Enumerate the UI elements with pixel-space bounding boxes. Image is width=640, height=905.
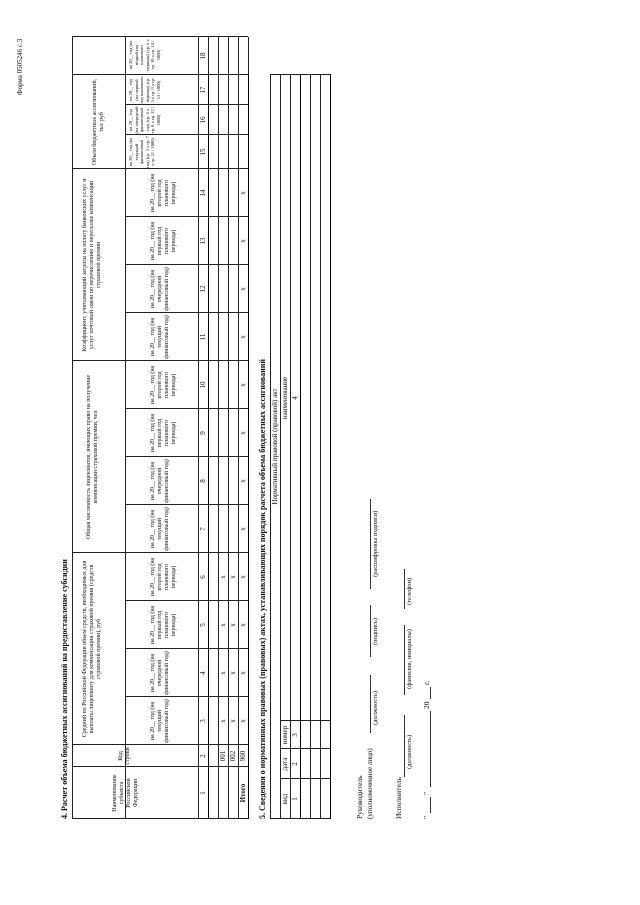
x-mark: x (239, 383, 247, 387)
colnum: 3 (199, 719, 207, 723)
colnum: 17 (199, 86, 207, 94)
colnum: 2 (291, 762, 299, 766)
act-header: Нормативный правовой (правовой) акт (271, 388, 279, 505)
total-label: Итого (239, 783, 247, 803)
x-mark: x (239, 575, 247, 579)
hdr-group1: Средний по Российской Федерации объем средств, необходимых для выплаты лицензиату для компенсации страховой премии (средств страховой премии), руб (82, 560, 102, 738)
exec-position-caption: (должность) (406, 734, 413, 769)
x-mark: x (219, 671, 227, 675)
section4-title: 4. Расчет объема бюджетных ассигнований на предоставление субсидии (60, 559, 69, 819)
hdr-c6: на 20__ год (на второй год планового периода) (150, 557, 177, 597)
x-mark: x (239, 239, 247, 243)
x-mark: x (239, 335, 247, 339)
x-mark: x (239, 479, 247, 483)
date-year: 20 (422, 701, 431, 709)
exec-name-caption: (фамилия, инициалы) (406, 629, 413, 689)
hdr-c3: на 20__ год (на текущий финансовый год) (150, 699, 170, 743)
x-mark: x (239, 191, 247, 195)
date-year-suffix: г. (422, 680, 431, 685)
x-mark: x (229, 575, 237, 579)
colnum: 5 (199, 623, 207, 627)
col-name: наименование (281, 376, 289, 420)
date-quote-close: " (422, 791, 431, 795)
x-mark: x (239, 527, 247, 531)
colnum: 8 (199, 479, 207, 483)
colnum: 16 (199, 116, 207, 124)
x-mark: x (239, 287, 247, 291)
col-date: дата (281, 757, 289, 771)
hdr-c8: на 20__ год (на очередной финансовый год) (150, 459, 170, 503)
col-number: номер (281, 725, 289, 745)
col-type: вид (281, 793, 289, 805)
colnum: 1 (199, 791, 207, 795)
executor-label: Исполнитель (394, 777, 403, 819)
hdr-c10: на 20__ год (на второй год планового периода) (150, 365, 177, 405)
row-code: 002 (229, 750, 237, 762)
hdr-group2: Общая численность лицензиатов, имеющих право на получение компенсации страховой премии, чел (86, 374, 99, 540)
x-mark: x (229, 623, 237, 627)
colnum: 13 (199, 237, 207, 245)
colnum: 2 (199, 754, 207, 758)
colnum: 4 (291, 396, 299, 400)
hdr-group3: Коэффициент, учитывающий затраты на оплату банковских услуг и услуг почтовой связи по перечислению и пересылке компенсации страховой премии (82, 178, 102, 352)
x-mark: x (239, 623, 247, 627)
colnum: 1 (291, 797, 299, 801)
row-code: 001 (219, 750, 227, 762)
head-label: Руководитель (355, 775, 364, 819)
colnum: 3 (291, 733, 299, 737)
position-caption: (должность) (372, 690, 379, 725)
hdr-c12: на 20__ год (на очередной финансовый год) (150, 267, 170, 311)
hdr-c9: на 20__ год (на первый год планового периода) (150, 413, 177, 453)
x-mark: x (219, 719, 227, 723)
head-sub-label: (уполномоченное лицо) (366, 748, 374, 819)
phone-caption: (телефон) (406, 577, 413, 605)
hdr-c5: на 20__ год (на первый год планового периода) (150, 605, 177, 645)
x-mark: x (239, 671, 247, 675)
x-mark: x (219, 623, 227, 627)
hdr-group4: Объем бюджетных ассигнований, тыс руб (92, 78, 105, 166)
x-mark: x (239, 719, 247, 723)
hdr-c11: на 20__ год (на текущий финансовый год) (150, 315, 170, 359)
colnum: 15 (199, 148, 207, 156)
colnum: 11 (199, 333, 207, 341)
colnum: 10 (199, 381, 207, 389)
x-mark: x (229, 719, 237, 723)
x-mark: x (229, 671, 237, 675)
hdr-c13: на 20__ год (на первый год планового периода) (150, 221, 177, 261)
colnum: 4 (199, 671, 207, 675)
x-mark: x (239, 431, 247, 435)
decode-caption: (расшифровка подписи) (372, 510, 379, 577)
hdr-c7: на 20__ год (на текущий финансовый год) (150, 507, 170, 551)
hdr-c17: на 20__ год (на первый год планового периода) (гр. 5 х гр. 9 х гр. 13 / 1000) (128, 76, 161, 104)
colnum: 6 (199, 575, 207, 579)
hdr-c18: на 20__ год (на второй год планового периода) (гр. 6 х гр. 10 х гр. 14 / 1000) (128, 39, 161, 71)
colnum: 7 (199, 527, 207, 531)
date-quote-open: " (422, 815, 431, 819)
colnum: 14 (199, 189, 207, 197)
hdr-c14: на 20__ год (на второй год планового периода) (150, 173, 177, 213)
hdr-subject-name: Наименование субъекта Российской Федерации (112, 774, 139, 812)
hdr-c15: на 20__ год (на текущий финансовый год) (гр. 3 х гр. 7 х гр. 11 / 1000) (128, 136, 155, 168)
colnum: 12 (199, 285, 207, 293)
x-mark: x (219, 575, 227, 579)
row-code: 900 (239, 750, 247, 762)
hdr-c16: на 20__ год (на очередной финансовый год) (гр. 4 х гр. 8 х гр. 12 / 1000) (128, 106, 161, 134)
colnum: 9 (199, 431, 207, 435)
hdr-c4: на 20__ год (на очередной финансовый год) (150, 651, 170, 695)
section5-title: 5. Сведения о нормативных правовых (правовых) актах, устанавливающих порядок расчета объема бюджетных ассигнований (258, 359, 267, 819)
colnum: 18 (199, 52, 207, 60)
form-code: Форма 0505246 с.3 (16, 38, 24, 95)
sign-caption: (подпись) (372, 618, 379, 645)
hdr-code: Код строки (118, 747, 131, 765)
